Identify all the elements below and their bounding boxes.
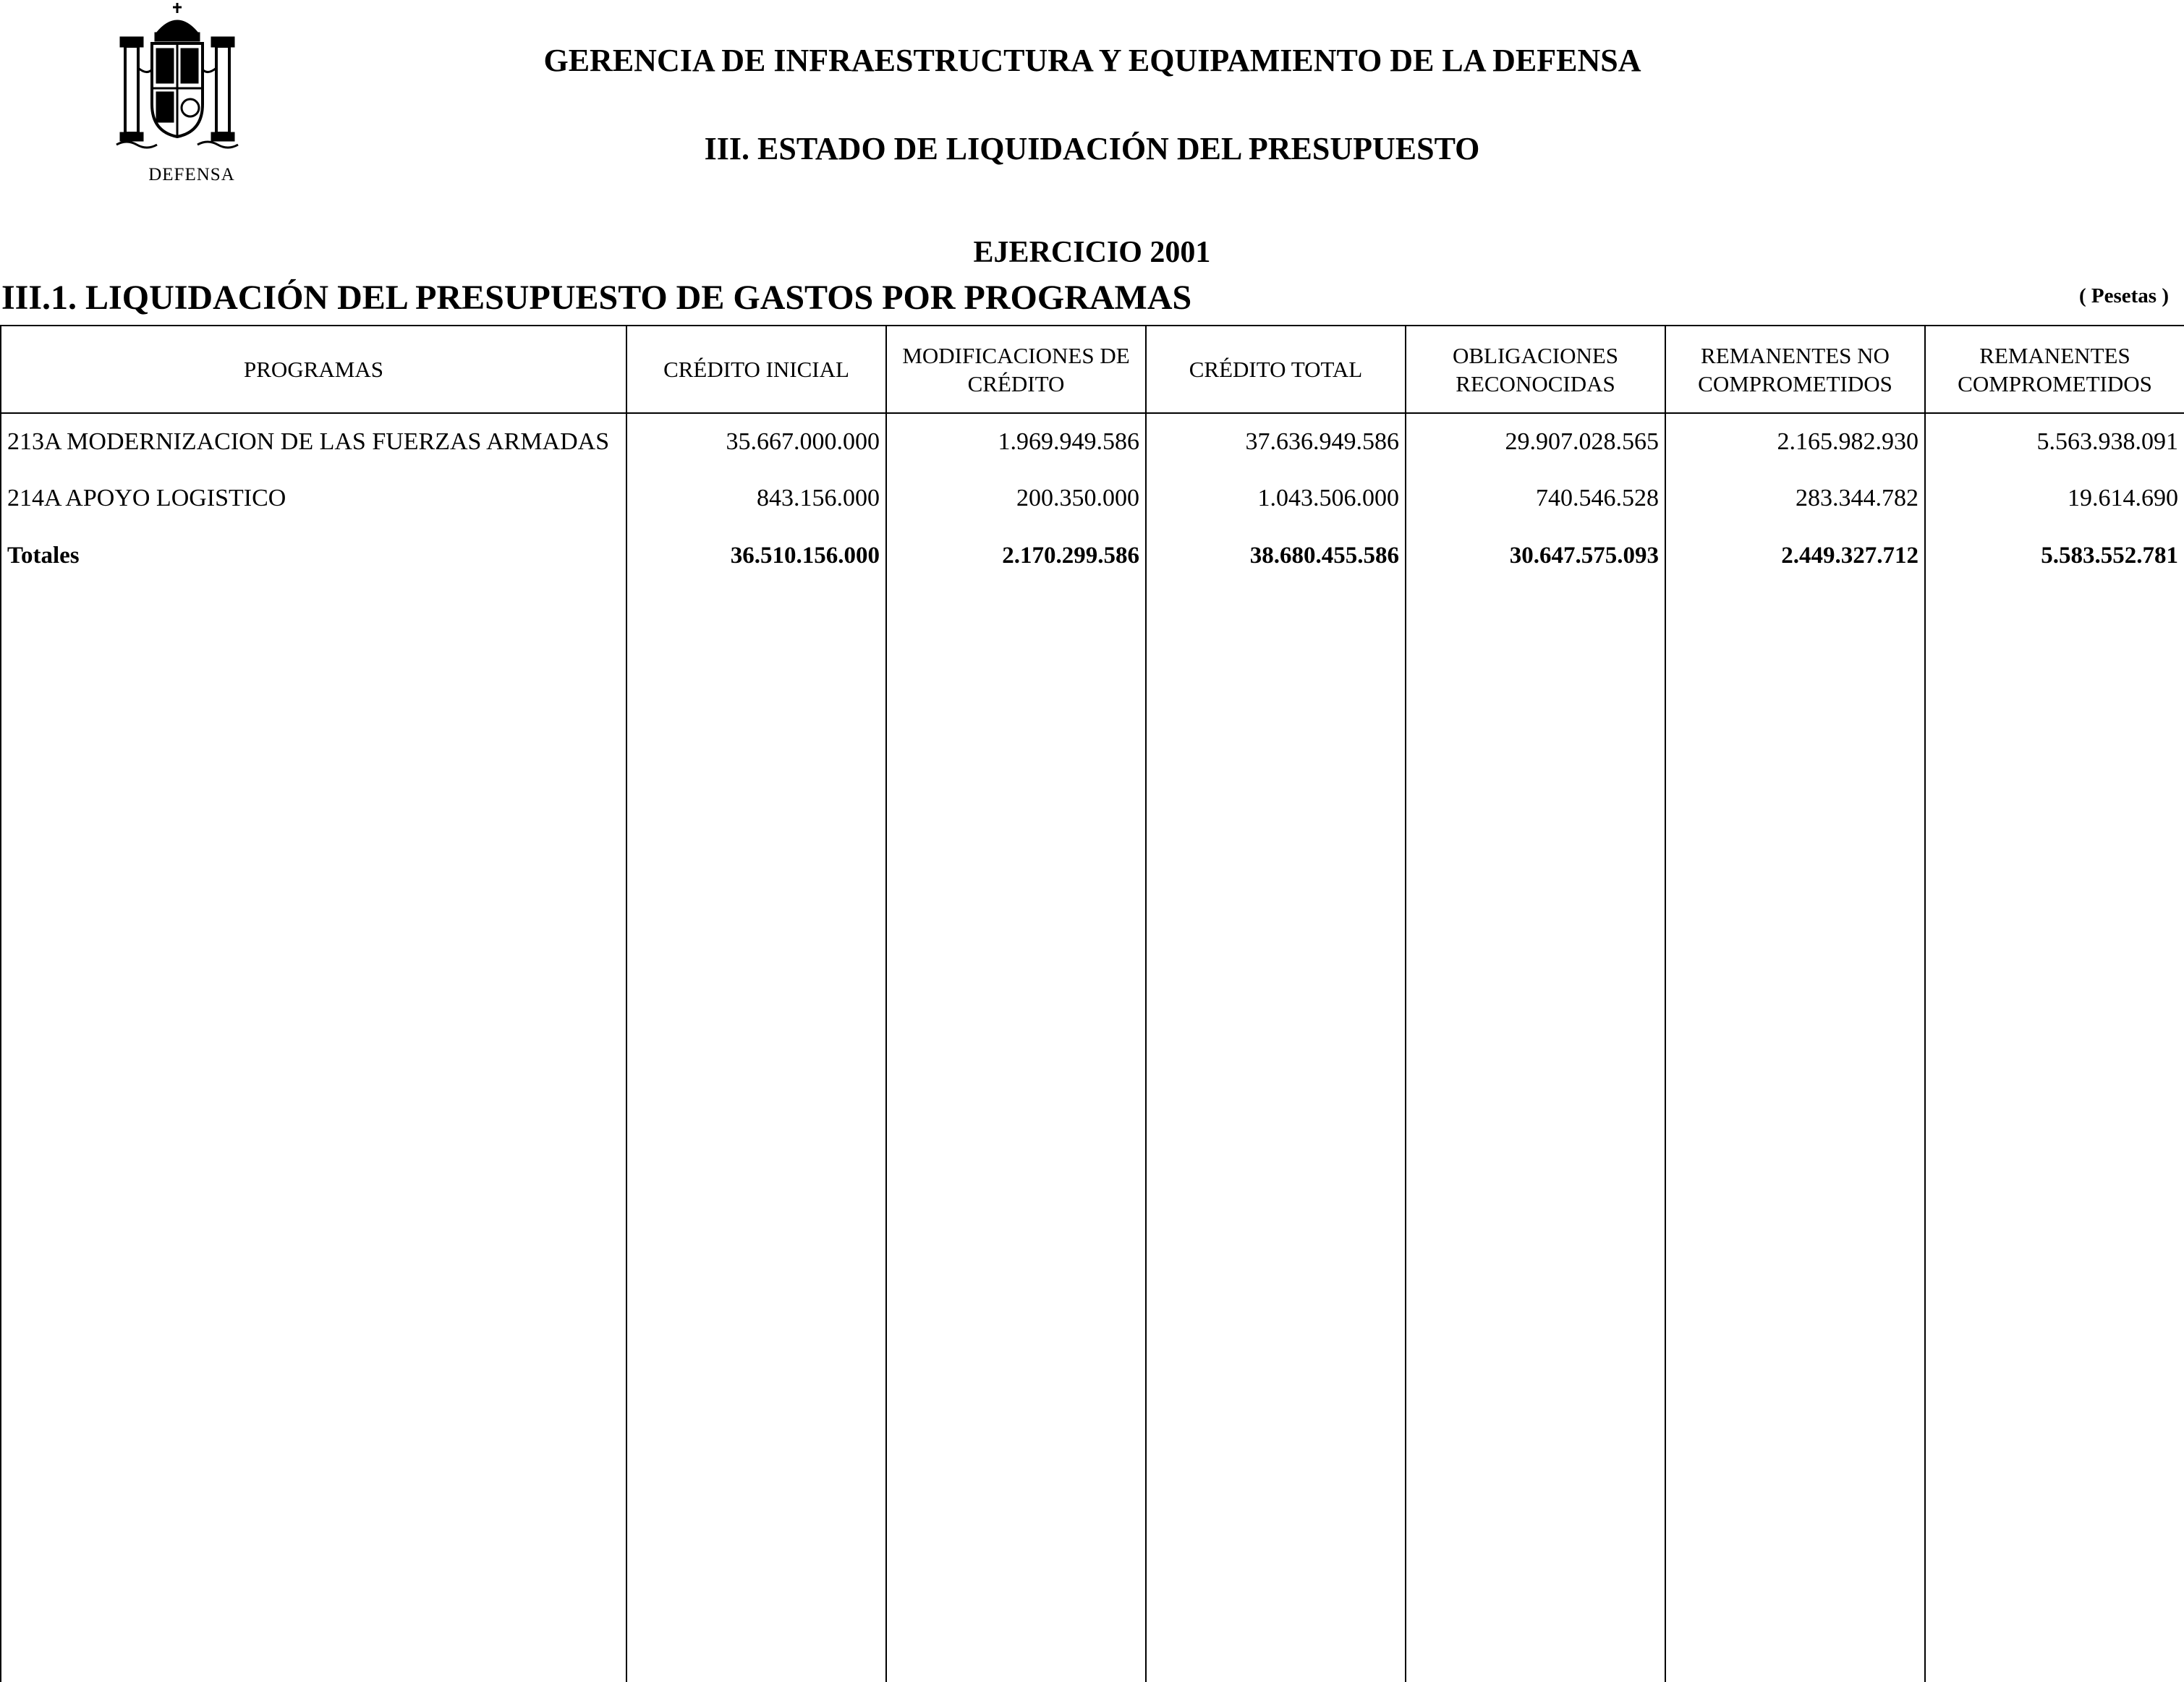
program-name: 214A APOYO LOGISTICO [7, 485, 286, 511]
column-divider [626, 326, 627, 1682]
modificaciones-value: 1.969.949.586 [998, 428, 1139, 455]
remanentes-comprometidos-value: 19.614.690 [2068, 485, 2178, 511]
total-remanentes-no-comprometidos: 2.449.327.712 [1781, 543, 1919, 569]
obligaciones-value: 29.907.028.565 [1505, 428, 1659, 455]
total-credito-total: 38.680.455.586 [1249, 543, 1399, 569]
crest-label: DEFENSA [148, 165, 235, 184]
program-name: 213A MODERNIZACION DE LAS FUERZAS ARMADAS [7, 428, 610, 455]
section-title-text: III. ESTADO DE LIQUIDACIÓN DEL PRESUPUESTO [704, 131, 1480, 166]
column-divider [1924, 326, 1926, 1682]
column-header-obligaciones: OBLIGACIONES RECONOCIDAS [1452, 342, 1619, 396]
column-divider [1405, 326, 1406, 1682]
credito-inicial-value: 35.667.000.000 [726, 428, 880, 455]
total-obligaciones: 30.647.575.093 [1509, 543, 1659, 569]
organization-title [0, 42, 2184, 79]
column-header-programas: PROGRAMAS [244, 357, 383, 382]
section-title [0, 130, 2184, 167]
total-credito-inicial: 36.510.156.000 [730, 543, 880, 569]
column-divider [885, 326, 887, 1682]
column-header-remanentes-no-comprometidos: REMANENTES NO COMPROMETIDOS [1698, 342, 1892, 396]
column-header-credito-inicial: CRÉDITO INICIAL [663, 357, 849, 382]
credito-inicial-value: 843.156.000 [757, 485, 880, 511]
total-remanentes-comprometidos: 5.583.552.781 [2041, 543, 2178, 569]
column-divider [1145, 326, 1147, 1682]
total-modificaciones: 2.170.299.586 [1002, 543, 1139, 569]
credito-total-value: 1.043.506.000 [1257, 485, 1399, 511]
totals-label: Totales [7, 543, 80, 569]
modificaciones-value: 200.350.000 [1016, 485, 1139, 511]
column-header-credito-total: CRÉDITO TOTAL [1189, 357, 1363, 382]
table-subtitle: III.1. LIQUIDACIÓN DEL PRESUPUESTO DE GASTOS POR PROGRAMAS [1, 279, 1192, 317]
header-divider [1, 412, 2184, 414]
column-header-modificaciones: MODIFICACIONES DE CRÉDITO [902, 342, 1130, 396]
currency-note: ( Pesetas ) [2078, 284, 2169, 307]
remanentes-no-comprometidos-value: 283.344.782 [1796, 485, 1919, 511]
fiscal-year-text: EJERCICIO 2001 [973, 236, 1211, 269]
column-divider [1665, 326, 1666, 1682]
column-header-remanentes-comprometidos: REMANENTES COMPROMETIDOS [1958, 342, 2152, 396]
organization-title-text: GERENCIA DE INFRAESTRUCTURA Y EQUIPAMIENTO DE LA DEFENSA [543, 43, 1641, 78]
fiscal-year [0, 235, 2184, 270]
credito-total-value: 37.636.949.586 [1245, 428, 1399, 455]
budget-table [0, 325, 2184, 1682]
obligaciones-value: 740.546.528 [1536, 485, 1659, 511]
remanentes-comprometidos-value: 5.563.938.091 [2036, 428, 2178, 455]
remanentes-no-comprometidos-value: 2.165.982.930 [1777, 428, 1919, 455]
